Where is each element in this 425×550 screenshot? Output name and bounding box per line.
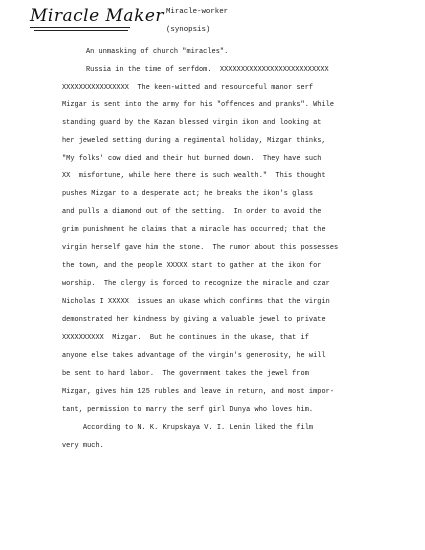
title-underline-second xyxy=(34,30,128,31)
title-underline xyxy=(30,27,130,28)
body-line-12: virgin herself gave him the stone. The rumor about this possesses xyxy=(62,244,339,252)
body-line-22: According to N. K. Krupskaya V. I. Lenin liked the film xyxy=(62,424,314,432)
body-line-11: grim punishment he claims that a miracle has occurred; that the xyxy=(62,226,326,234)
body-line-18: anyone else takes advantage of the virgin's generosity, he will xyxy=(62,352,326,360)
body-line-14: worship. The clergy is forced to recognize the miracle and czar xyxy=(62,280,330,288)
body-line-15: Nicholas I XXXXX issues an ukase which confirms that the virgin xyxy=(62,298,330,306)
body-line-16: demonstrated her kindness by giving a valuable jewel to private xyxy=(62,316,326,324)
body-line-17: XXXXXXXXXX Mizgar. But he continues in the ukase, that if xyxy=(62,334,309,342)
body-line-13: the town, and the people XXXXX start to gather at the ikon for xyxy=(62,262,322,270)
body-line-9: pushes Mizgar to a desperate act; he breaks the ikon's glass xyxy=(62,190,314,198)
body-line-19: be sent to hard labor. The government takes the jewel from xyxy=(62,370,309,378)
body-line-8: XX misfortune, while here there is such wealth." This thought xyxy=(62,172,326,180)
body-line-10: and pulls a diamond out of the setting. In order to avoid the xyxy=(62,208,322,216)
body-line-5: standing guard by the Kazan blessed virgin ikon and looking at xyxy=(62,119,322,127)
body-line-1: An unmasking of church "miracles". xyxy=(86,48,229,56)
header-subtitle: (synopsis) xyxy=(166,26,211,34)
body-line-7: "My folks' cow died and their hut burned down. They have such xyxy=(62,155,322,163)
body-line-21: tant, permission to marry the serf girl Dunya who loves him. xyxy=(62,406,314,414)
body-line-20: Mizgar, gives him 125 rubles and leave in return, and most impor- xyxy=(62,388,335,396)
body-line-3: XXXXXXXXXXXXXXXX The keen-witted and resourceful manor serf xyxy=(62,84,314,92)
body-line-4: Mizgar is sent into the army for his "offences and pranks". While xyxy=(62,101,335,109)
handwritten-title: Miracle Maker xyxy=(30,6,165,26)
body-line-6: her jeweled setting during a regimental holiday, Mizgar thinks, xyxy=(62,137,326,145)
body-line-23: very much. xyxy=(62,442,104,450)
header-title: Miracle-worker xyxy=(166,8,229,16)
body-line-2: Russia in the time of serfdom. XXXXXXXXXXXXXXXXXXXXXXXXXX xyxy=(86,66,329,74)
